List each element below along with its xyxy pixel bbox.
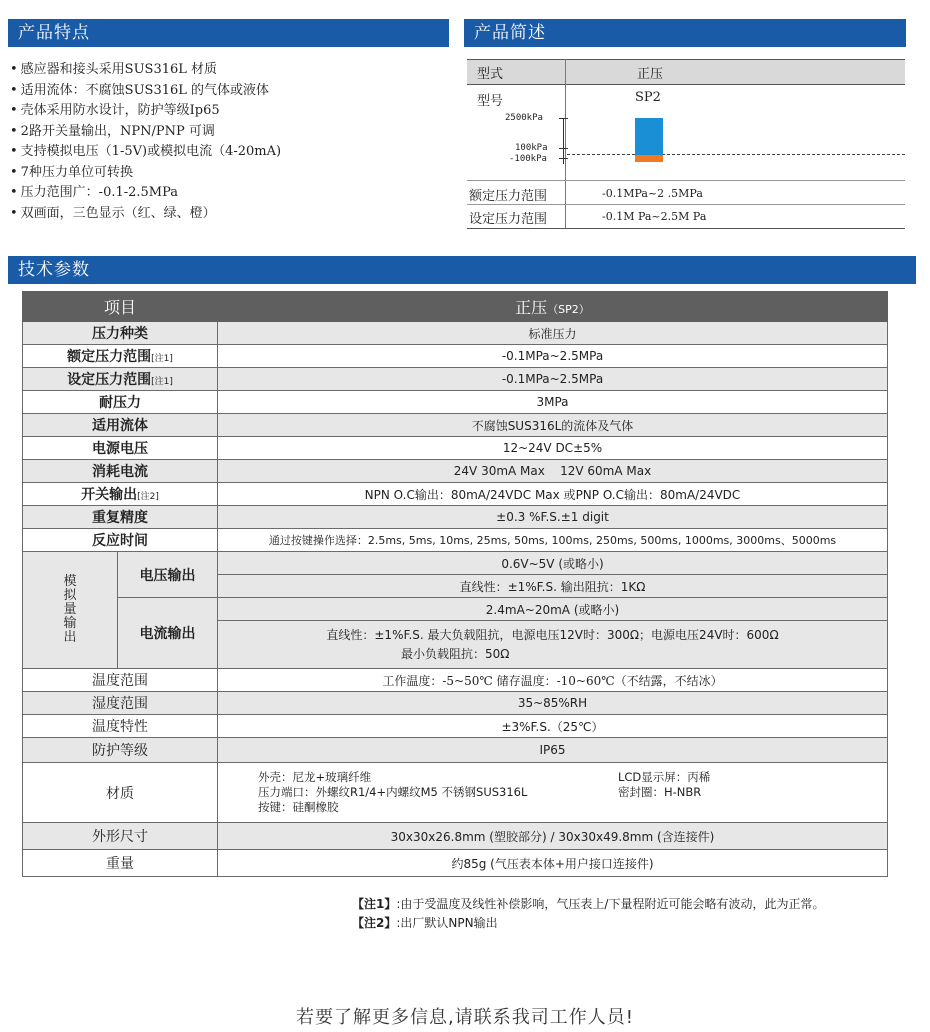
range-chart: [467, 108, 905, 168]
tick-label-2500kpa: 2500kPa: [505, 113, 543, 123]
type-value: 正压: [637, 67, 664, 82]
row-value: 30x30x26.8mm (塑胶部分) / 30x30x49.8mm (含连接件): [218, 823, 888, 850]
analog-group-label: 模拟量输出: [23, 552, 118, 669]
type-label: 型式: [477, 67, 504, 82]
feature-item: • 壳体采用防水设计，防护等级Ip65: [10, 101, 450, 122]
row-name: 耐压力: [23, 391, 218, 414]
row-value: 不腐蚀SUS316L的流体及气体: [218, 414, 888, 437]
row-name: 材质: [23, 763, 218, 823]
material-seal: 密封圈：H-NBR: [618, 785, 702, 799]
overview-section-title: 产品简述: [464, 19, 906, 47]
note-ref: [注1]: [151, 377, 173, 387]
row-value: -0.1MPa~2.5MPa: [218, 345, 888, 368]
feature-item: • 双画面，三色显示（红、绿、橙）: [10, 204, 450, 225]
rated-range-bar: [635, 118, 663, 155]
current-output-name: 电流输出: [118, 598, 218, 669]
row-name: 重量: [23, 850, 218, 877]
row-name: 外形尺寸: [23, 823, 218, 850]
row-value: 3MPa: [218, 391, 888, 414]
row-name: 重复精度: [23, 506, 218, 529]
row-value: 标准压力: [218, 322, 888, 345]
feature-item: • 适用流体：不腐蚀SUS316L 的气体或液体: [10, 81, 450, 102]
row-value: IP65: [218, 738, 888, 763]
material-port: 压力端口：外螺纹R1/4+内螺纹M5 不锈钢SUS316L: [258, 785, 528, 799]
note-ref: [注1]: [151, 354, 173, 364]
row-value: ±0.3 %F.S.±1 digit: [218, 506, 888, 529]
rated-range-label: 额定压力范围: [469, 189, 548, 204]
row-value: 工作温度：-5~50℃ 储存温度：-10~60℃（不结露，不结冰）: [218, 669, 888, 692]
row-value: 35~85%RH: [218, 692, 888, 715]
row-name: [23, 483, 218, 506]
note-2-tag: 【注2】: [352, 916, 397, 930]
current-output-spec: [218, 621, 888, 669]
voltage-output-range: 0.6V~5V (或略小): [218, 552, 888, 575]
row-value: 约85g (气压表本体+用户接口连接件): [218, 850, 888, 877]
feature-item: • 感应器和接头采用SUS316L 材质: [10, 60, 450, 81]
current-output-linearity: 直线性：±1%F.S. 最大负载阻抗，电源电压12V时：300Ω；电源电压24V时：600Ω: [326, 627, 779, 642]
row-value: 24V 30mA Max 12V 60mA Max: [218, 460, 888, 483]
row-name: 电源电压: [23, 437, 218, 460]
params-section-title: 技术参数: [8, 256, 916, 284]
current-output-range: 2.4mA~20mA (或略小): [218, 598, 888, 621]
row-name-text: 开关输出: [81, 487, 138, 503]
row-name: 压力种类: [23, 322, 218, 345]
row-name: 消耗电流: [23, 460, 218, 483]
material-key: 按键：硅酮橡胶: [258, 800, 339, 814]
row-name: 适用流体: [23, 414, 218, 437]
contact-footer: 若要了解更多信息,请联系我司工作人员!: [296, 1007, 634, 1028]
row-name: 湿度范围: [23, 692, 218, 715]
model-value: SP2: [635, 90, 661, 105]
current-output-min-load: 最小负载阻抗：50Ω: [401, 646, 510, 661]
voltage-output-name: 电压输出: [118, 552, 218, 598]
head-value-main: 正压: [515, 298, 548, 317]
feature-item: • 支持模拟电压（1-5V)或模拟电流（4-20mA): [10, 142, 450, 163]
row-value: 12~24V DC±5%: [218, 437, 888, 460]
row-value: ±3%F.S.（25℃）: [218, 715, 888, 738]
note-2: [352, 914, 824, 933]
head-item: 项目: [23, 292, 218, 322]
row-value: 通过按键操作选择：2.5ms, 5ms, 10ms, 25ms, 50ms, 100ms, 250ms, 500ms, 1000ms, 3000ms、5000ms: [218, 529, 888, 552]
note-ref: [注2]: [137, 492, 159, 502]
set-range-label: 设定压力范围: [469, 212, 548, 227]
material-value: [218, 763, 888, 823]
row-value: NPN O.C输出：80mA/24VDC Max 或PNP O.C输出：80mA/24VDC: [218, 483, 888, 506]
features-list: [10, 60, 450, 224]
material-lcd: LCD显示屏：丙稀: [618, 770, 711, 784]
note-2-text: :出厂默认NPN输出: [396, 916, 498, 930]
set-range-value: -0.1M Pa~2.5M Pa: [602, 210, 707, 223]
row-name: 温度特性: [23, 715, 218, 738]
row-name-text: 额定压力范围: [67, 349, 152, 365]
voltage-output-spec: 直线性：±1%F.S. 输出阻抗：1KΩ: [218, 575, 888, 598]
row-name: [23, 368, 218, 391]
feature-item: • 压力范围广：-0.1-2.5MPa: [10, 183, 450, 204]
feature-item: • 2路开关量输出，NPN/PNP 可调: [10, 122, 450, 143]
params-table: [22, 291, 888, 877]
row-name-text: 设定压力范围: [67, 372, 152, 388]
row-name: 防护等级: [23, 738, 218, 763]
rated-range-value: -0.1MPa~2 .5MPa: [602, 187, 703, 200]
feature-item: • 7种压力单位可转换: [10, 163, 450, 184]
row-name: 温度范围: [23, 669, 218, 692]
set-range-bar: [635, 155, 663, 162]
material-shell: 外壳：尼龙+玻璃纤维: [258, 770, 372, 784]
note-1-text: :由于受温度及线性补偿影响，气压表上/下量程附近可能会略有波动，此为正常。: [396, 897, 825, 911]
model-label: 型号: [477, 94, 504, 109]
row-name: [23, 345, 218, 368]
row-name: 反应时间: [23, 529, 218, 552]
tick-label-100kpa: 100kPa: [515, 143, 548, 153]
tick-label-minus100kpa: -100kPa: [509, 154, 547, 164]
head-value: [218, 292, 888, 322]
note-1-tag: 【注1】: [352, 897, 397, 911]
row-value: -0.1MPa~2.5MPa: [218, 368, 888, 391]
notes: [352, 895, 824, 933]
features-section-title: 产品特点: [8, 19, 449, 47]
head-value-sub: （SP2）: [547, 303, 590, 316]
note-1: [352, 895, 824, 914]
